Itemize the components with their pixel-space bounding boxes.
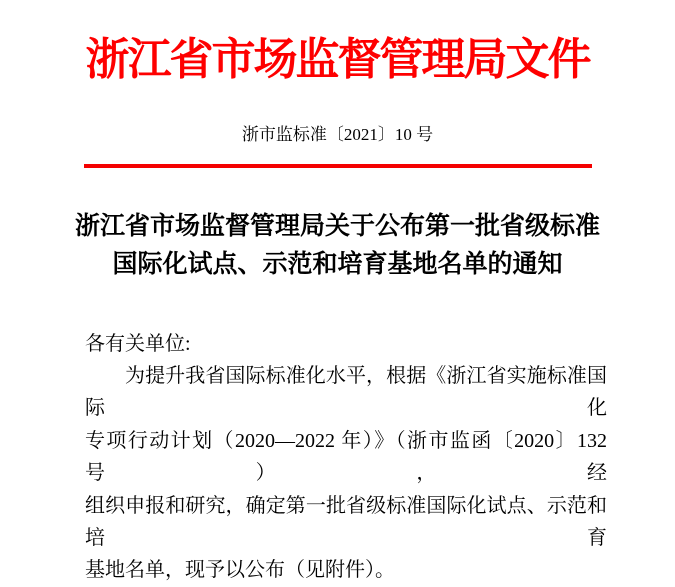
- salutation: 各有关单位:: [85, 333, 191, 355]
- document-title-line-1: 浙江省市场监督管理局关于公布第一批省级标准: [74, 213, 600, 240]
- document-number: 浙市监标准〔2021〕10 号: [241, 125, 434, 144]
- red-divider-rule: [84, 164, 592, 168]
- document-title: [0, 208, 675, 284]
- body-paragraph-line: 专项行动计划（2020—2022 年）》（浙市监函〔2020〕132 号），经: [85, 429, 607, 485]
- body-paragraph-line: 为提升我省国际标准化水平，根据《浙江省实施标准国际化: [85, 365, 607, 420]
- document-body: [85, 328, 607, 587]
- agency-header-title: 浙江省市场监督管理局文件: [85, 35, 590, 84]
- body-paragraph-line: 基地名单，现予以公布（见附件）。: [85, 559, 395, 582]
- body-paragraph-line: 组织申报和研究，确定第一批省级标准国际化试点、示范和培育: [85, 494, 607, 550]
- document-title-line-2: 国际化试点、示范和培育基地名单的通知: [112, 251, 563, 278]
